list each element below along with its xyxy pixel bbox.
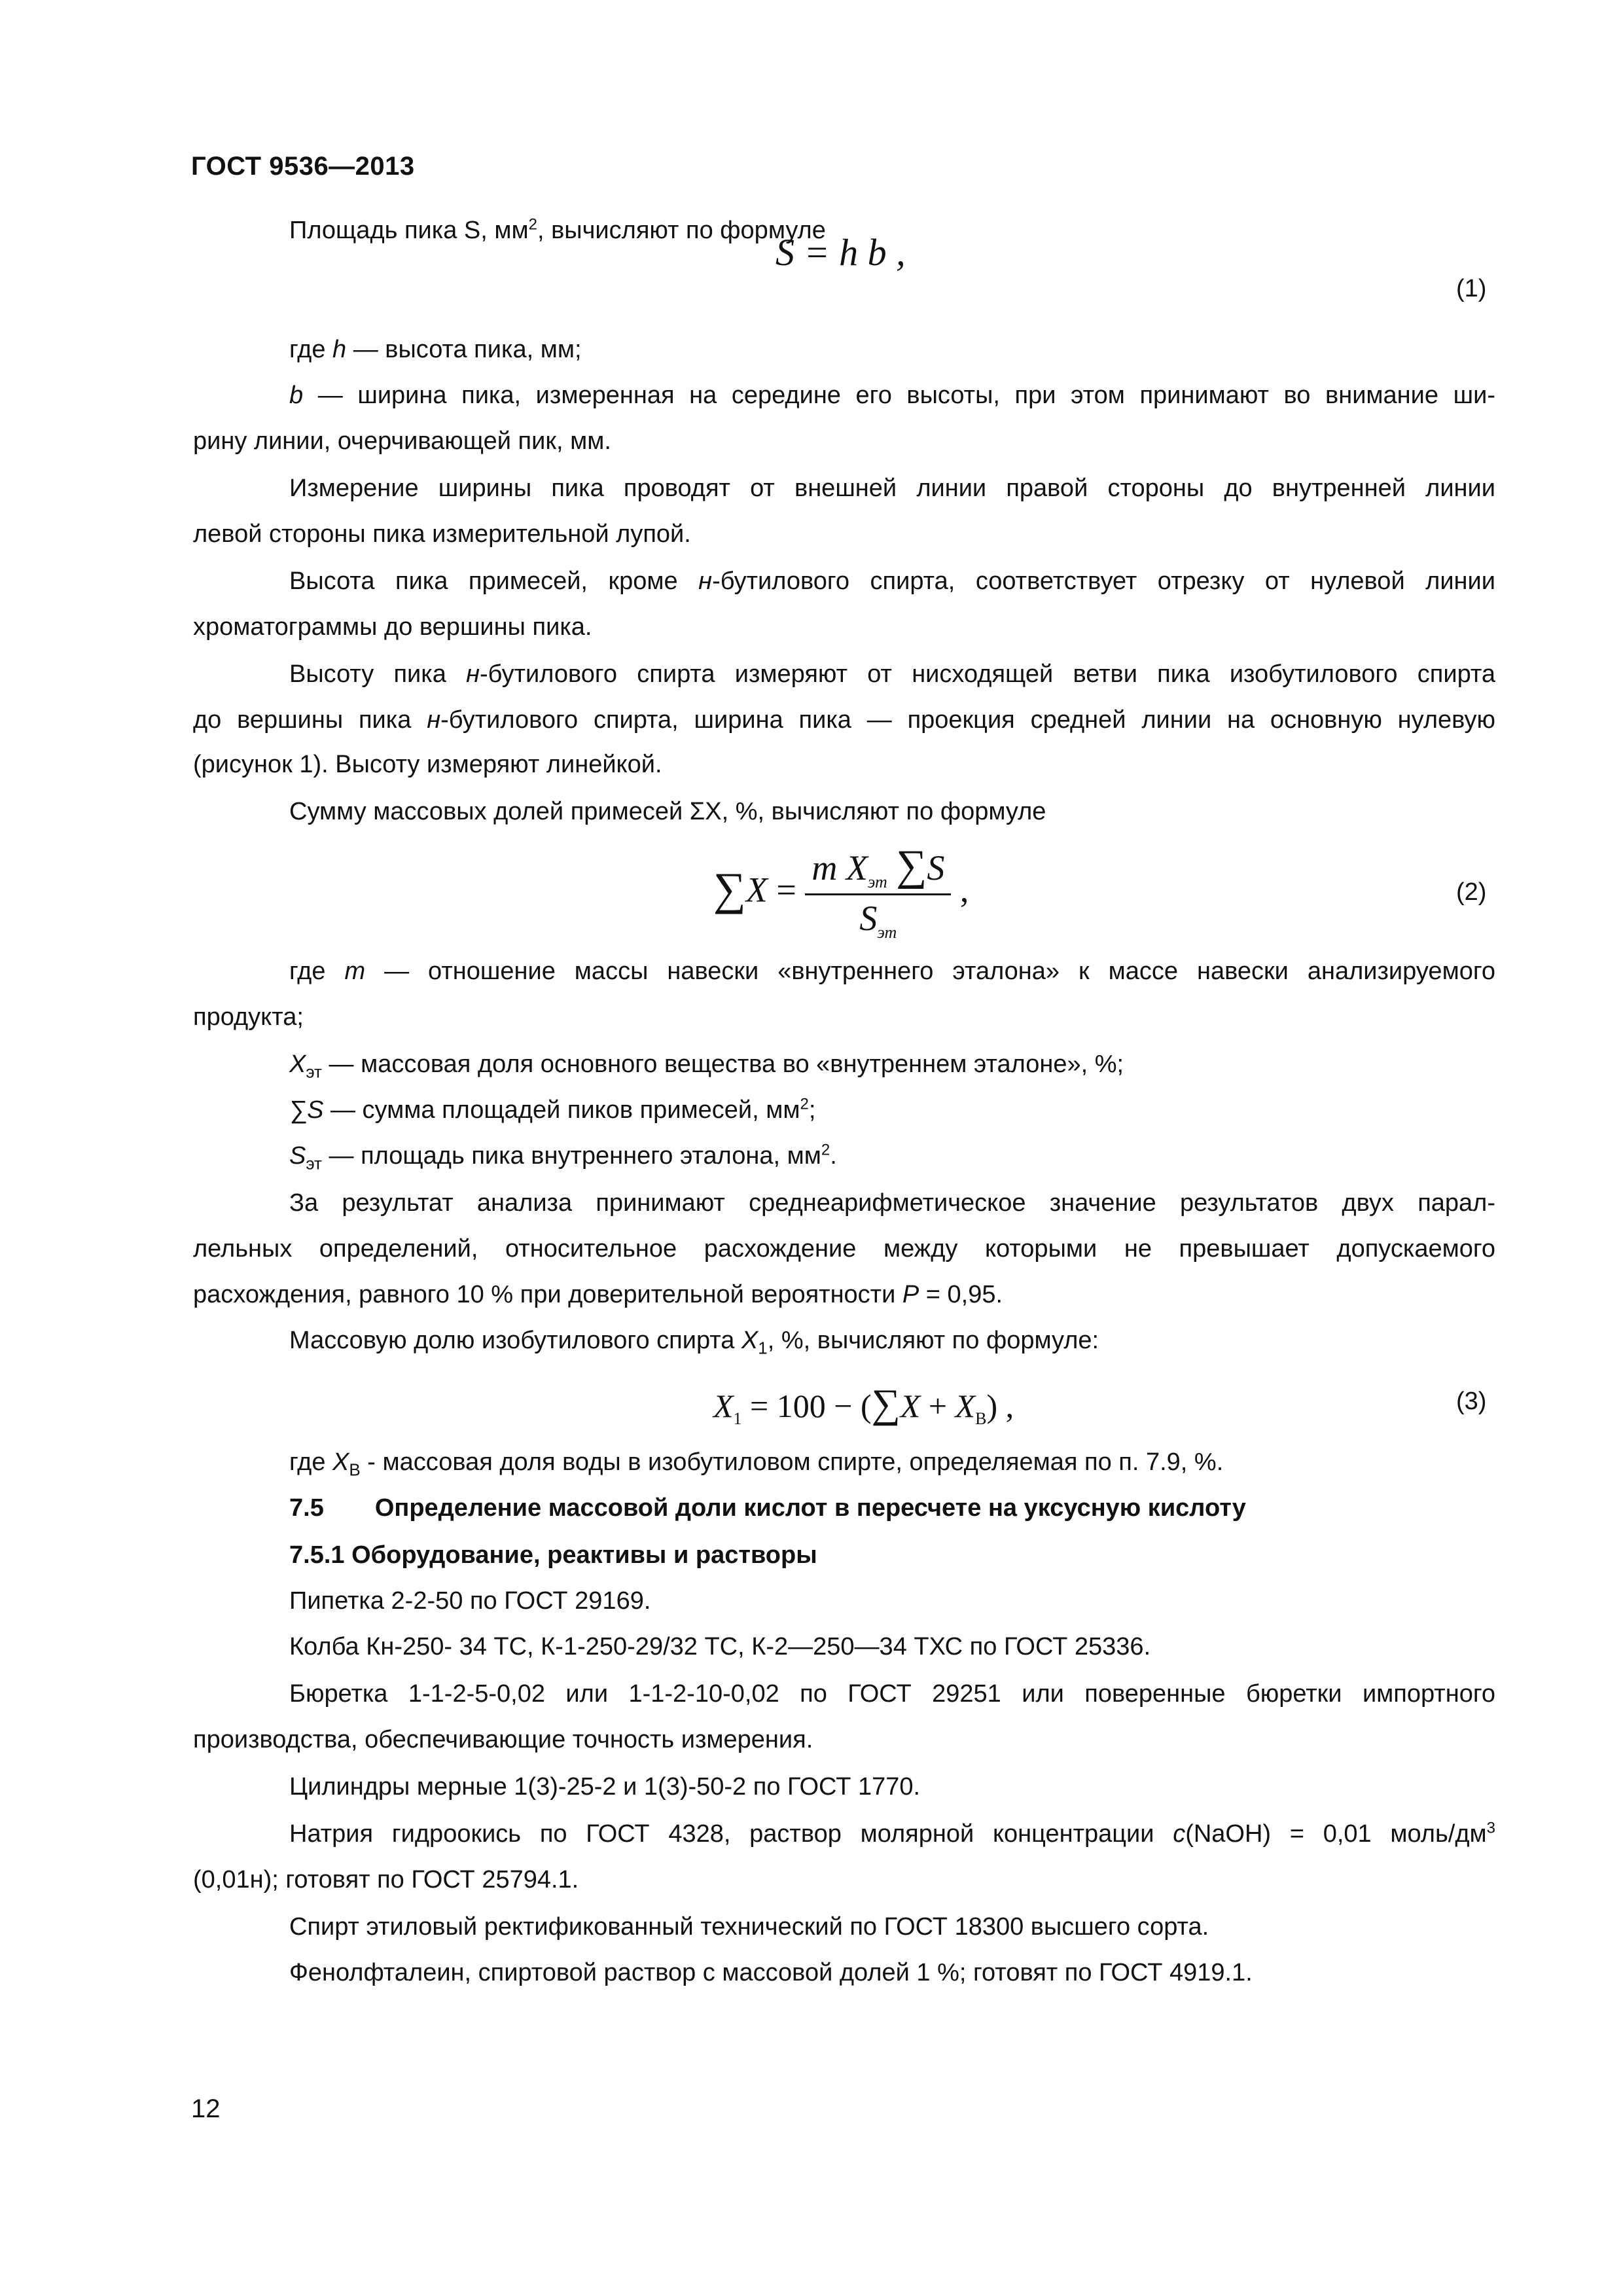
page-number: 12 xyxy=(191,2094,221,2123)
def-sum-s-text: — сумма площадей пиков примесей, мм xyxy=(323,1096,800,1124)
def-x xyxy=(289,1047,1124,1081)
para-butyl-line1 xyxy=(289,657,1495,691)
formula2-numerator xyxy=(805,841,951,895)
def-h-symbol: h xyxy=(332,336,347,363)
formula2-number: (2) xyxy=(1456,878,1487,906)
item-flask: Колба Кн-250- 34 ТС, К-1-250-29/32 ТС, К-2—250—34 ТХС по ГОСТ 25336. xyxy=(289,1633,1151,1660)
def-sum-s-end: ; xyxy=(808,1096,816,1124)
formula3-where xyxy=(289,1445,1223,1479)
def-s-et-text: — площадь пика внутреннего эталона, мм xyxy=(321,1142,821,1170)
item-naoh-a: Натрия гидроокись по ГОСТ 4328, раствор молярной концентрации xyxy=(289,1820,1173,1848)
formula3-intro-x: X xyxy=(741,1327,758,1354)
formula2-equals: = xyxy=(776,870,796,910)
formula3-number: (3) xyxy=(1456,1388,1487,1415)
para-result-line2: лельных определений, относительное расхождение между которыми не превышает допускаемого xyxy=(193,1235,1495,1263)
def-s-et-sub: эт xyxy=(306,1153,322,1174)
para-butyl-text-b: -бутилового спирта измеряют от нисходящей ветви пика изобутилового спирта xyxy=(480,660,1495,688)
section-7-5-title: Определение массовой доли кислот в пересчете на уксусную кислоту xyxy=(374,1494,1246,1522)
para-result-line1: За результат анализа принимают среднеарифметическое значение результатов двух парал- xyxy=(289,1189,1495,1217)
formula3-x: X xyxy=(900,1388,921,1424)
def-s-et-end: . xyxy=(830,1142,837,1170)
formula1-intro xyxy=(289,213,826,247)
def-m-pre: где xyxy=(289,958,345,985)
formula3-expression xyxy=(713,1381,1014,1427)
para-butyl-line2-a: до вершины пика xyxy=(193,706,427,734)
para-result-line3-b: = 0,95. xyxy=(919,1281,1003,1308)
para-width-line2: левой стороны пика измерительной лупой. xyxy=(193,520,691,548)
formula3-where-b: - массовая доля воды в изобутиловом спирте, определяемая по п. 7.9, %. xyxy=(360,1448,1224,1476)
formula3-xv-sub: В xyxy=(975,1409,987,1428)
def-sum-s-symbol: ∑S xyxy=(289,1096,324,1124)
section-7-5-heading xyxy=(289,1491,1246,1525)
def-h-text: — высота пика, мм; xyxy=(346,336,582,363)
def-m-line2: продукта; xyxy=(193,1003,304,1031)
formula2-comma: , xyxy=(959,870,969,910)
formula2-lhs-x: X xyxy=(745,870,768,910)
formula3-close: ) , xyxy=(986,1388,1014,1424)
formula2-den-sub: эт xyxy=(877,922,897,942)
item-naoh-line1 xyxy=(289,1817,1495,1851)
formula3-where-a: где xyxy=(289,1448,333,1476)
formula3-eq: = 100 − ( xyxy=(741,1388,872,1424)
formula2-sum-symbol: ∑ xyxy=(713,864,746,915)
def-x-symbol: X xyxy=(289,1050,306,1078)
formula3-sum: ∑ xyxy=(871,1382,901,1426)
formula2-denominator xyxy=(805,895,951,942)
def-s-et-sup: 2 xyxy=(821,1141,830,1159)
formula2-expression xyxy=(713,841,969,942)
def-sum-s-sup: 2 xyxy=(800,1095,809,1113)
formula2-num-sum: ∑ xyxy=(896,842,927,889)
formula2-den-s: S xyxy=(859,899,878,938)
para-butyl-line2-b: -бутилового спирта, ширина пика — проекция средней линии на основную нулевую xyxy=(440,706,1495,734)
formula3-where-x: X xyxy=(332,1448,349,1476)
def-s-et xyxy=(289,1139,837,1173)
document-header: ГОСТ 9536—2013 xyxy=(191,152,415,181)
para-butyl-line3: (рисунок 1). Высоту измеряют линейкой. xyxy=(193,751,662,778)
para-height-line1 xyxy=(289,564,1495,598)
formula2-num-s: S xyxy=(927,848,945,888)
para-butyl-text-a: Высоту пика xyxy=(289,660,467,688)
section-7-5-number: 7.5 xyxy=(289,1494,324,1522)
item-cylinders: Цилиндры мерные 1(3)-25-2 и 1(3)-50-2 по ГОСТ 1770. xyxy=(289,1773,921,1801)
def-x-text: — массовая доля основного вещества во «внутреннем эталоне», %; xyxy=(321,1050,1124,1078)
formula1-intro-text-b: , вычисляют по формуле xyxy=(537,217,826,244)
para-result-line3 xyxy=(193,1278,1003,1312)
formula1-expression: S = h b , xyxy=(776,231,906,274)
formula1-intro-sup: 2 xyxy=(528,215,537,234)
def-m-line1 xyxy=(289,954,1495,988)
para-butyl-italic: н xyxy=(466,660,480,688)
para-width-line1: Измерение ширины пика проводят от внешней линии правой стороны до внутренней линии xyxy=(289,475,1495,502)
formula3-x1-sub: 1 xyxy=(733,1409,742,1428)
def-h xyxy=(289,332,582,367)
formula2-intro: Сумму массовых долей примесей ΣX, %, вычисляют по формуле xyxy=(289,798,1046,825)
formula3-intro-b: , %, вычисляют по формуле: xyxy=(767,1327,1099,1354)
para-butyl-line2 xyxy=(193,703,1495,737)
item-phenolphthalein: Фенолфталеин, спиртовой раствор с массовой долей 1 %; готовят по ГОСТ 4919.1. xyxy=(289,1959,1253,1986)
item-naoh-sup: 3 xyxy=(1486,1819,1495,1837)
formula2-num-x: X xyxy=(846,848,868,888)
para-height-line2: хроматограммы до вершины пика. xyxy=(193,613,592,641)
para-result-p: P xyxy=(902,1281,919,1308)
def-b-line2: рину линии, очерчивающей пик, мм. xyxy=(193,427,611,455)
formula1-intro-text: Площадь пика S, мм xyxy=(289,217,529,244)
formula3-where-sub: В xyxy=(349,1460,361,1480)
item-burette-line2: производства, обеспечивающие точность измерения. xyxy=(193,1726,813,1753)
item-naoh-c: c xyxy=(1173,1820,1186,1848)
def-m-text: — отношение массы навески «внутреннего эталона» к массе навески анализируемого xyxy=(365,958,1495,985)
formula3-intro xyxy=(289,1323,1099,1357)
def-b-line1 xyxy=(289,378,1495,412)
para-butyl-line2-italic: н xyxy=(427,706,441,734)
para-height-text-b: -бутилового спирта, соответствует отрезку от нулевой линии xyxy=(712,567,1495,595)
item-burette-line1: Бюретка 1-1-2-5-0,02 или 1-1-2-10-0,02 по ГОСТ 29251 или поверенные бюретки импортного xyxy=(289,1680,1495,1708)
def-sum-s xyxy=(289,1093,815,1127)
def-x-sub: эт xyxy=(306,1062,322,1082)
def-b-symbol: b xyxy=(289,382,304,409)
def-s-et-symbol: S xyxy=(289,1142,306,1170)
formula3-x1: X xyxy=(713,1388,734,1424)
formula3-plus: + xyxy=(920,1388,955,1424)
item-pipette: Пипетка 2-2-50 по ГОСТ 29169. xyxy=(289,1587,651,1615)
item-ethanol: Спирт этиловый ректификованный технический по ГОСТ 18300 высшего сорта. xyxy=(289,1913,1209,1941)
formula3-intro-a: Массовую долю изобутилового спирта xyxy=(289,1327,741,1354)
item-naoh-b: (NaOH) = 0,01 моль/дм xyxy=(1185,1820,1487,1848)
para-result-line3-a: расхождения, равного 10 % при доверительной вероятности xyxy=(193,1281,902,1308)
formula2-num-m: m xyxy=(812,848,838,888)
def-h-pre: где xyxy=(289,336,333,363)
formula3-intro-sub: 1 xyxy=(758,1338,768,1358)
formula3-xv: X xyxy=(955,1388,976,1424)
formula2-num-sub: эт xyxy=(867,872,887,891)
para-height-italic: н xyxy=(698,567,713,595)
formula1-number: (1) xyxy=(1456,275,1487,302)
def-b-text: — ширина пика, измеренная на середине его высоты, при этом принимают во внимание ши- xyxy=(303,382,1495,409)
para-height-text-a: Высота пика примесей, кроме xyxy=(289,567,699,595)
item-naoh-line2: (0,01н); готовят по ГОСТ 25794.1. xyxy=(193,1866,579,1893)
formula2-fraction xyxy=(805,841,951,942)
def-m-symbol: m xyxy=(344,958,366,985)
section-7-5-1-heading: 7.5.1 Оборудование, реактивы и растворы xyxy=(289,1541,817,1569)
